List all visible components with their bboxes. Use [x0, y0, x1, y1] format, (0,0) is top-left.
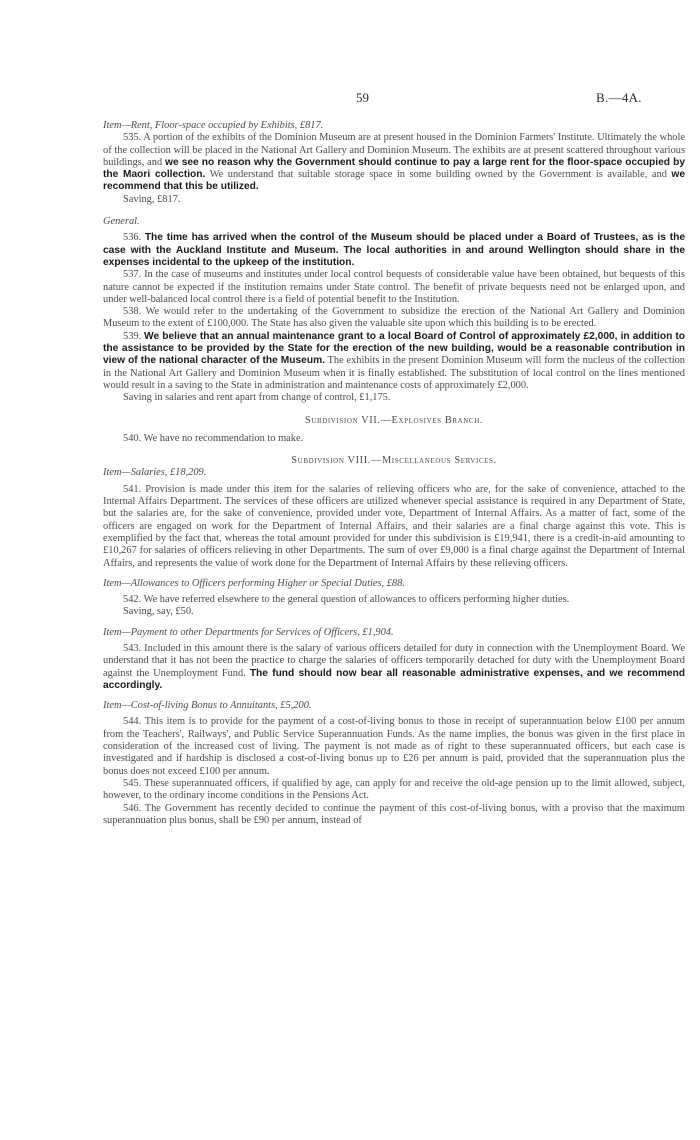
paragraph-535-bold-a: we see no reason why the Government should continue to pay a large rent for the floor-space occupied by the Maori collection. [103, 156, 685, 181]
paragraph-542: 542. We have referred elsewhere to the general question of allowances to officers performing higher duties. [123, 594, 570, 606]
item-heading-allowances: Item—Allowances to Officers performing Higher or Special Duties, £88. [103, 577, 405, 589]
paragraph-538: 538. We would refer to the undertaking of the Government to subsidize the erection of the National Art Gallery and Dominion Museum to the extent of £100,000. The State has also given the valuable site upon which this building is to be erected. [103, 306, 685, 330]
paragraph-539-text: The exhibits in the present Dominion Museum will form the nucleus of the collection in the National Art Gallery and Dominion Museum when it is finally established. The substitution of local control on the lines mentioned would result in a saving to the State in administration and maintenance costs of approximately £2,000. [103, 355, 685, 391]
document-reference: B.—4A. [596, 90, 642, 105]
item-heading-salaries: Item—Salaries, £18,209. [103, 467, 207, 479]
paragraph-539 [103, 331, 685, 392]
subdivision-heading-viii: Subdivision VIII.—Miscellaneous Services. [291, 455, 497, 467]
paragraph-536 [103, 232, 685, 269]
subdivision-heading-vii: Subdivision VII.—Explosives Branch. [304, 414, 484, 426]
paragraph-536-number: 536. [123, 232, 145, 244]
paragraph-546: 546. The Government has recently decided to continue the payment of this cost-of-living bonus, with a proviso that the maximum superannuation plus bonus, shall be £90 per annum, instead of [103, 802, 685, 826]
paragraph-535-bold-b: we recommend that this be utilized. [103, 169, 685, 193]
paragraph-543 [103, 643, 685, 692]
item-heading-rent: Item—Rent, Floor-space occupied by Exhibits, £817. [103, 120, 324, 131]
paragraph-539-number: 539. [123, 330, 145, 342]
item-heading-bonus: Item—Cost-of-living Bonus to Annuitants, £5,200. [103, 700, 312, 712]
saving-line-general: Saving in salaries and rent apart from change of control, £1,175. [123, 392, 391, 404]
paragraph-536-bold: The time has arrived when the control of the Museum should be placed under a Board of Trustees, as is the case with the Auckland Institute and Museum. The local authorities in and around Wellington should share in the expenses incidental to the upkeep of the institution. [103, 232, 685, 268]
item-heading-general: General. [103, 216, 140, 228]
paragraph-540: 540. We have no recommendation to make. [123, 432, 304, 444]
paragraph-541: 541. Provision is made under this item for the salaries of relieving officers who are, for the sake of convenience, attached to the Internal Affairs Department. The services of these officers are utilized whenever special assistance is required in any Department of State, but the salaries are, for the sake of convenience, provided under vote, Department of Internal Affairs. As a matter of fact, some of the officers are engaged on work for the Department of Internal Affairs, and their salaries are a final charge against this vote. This is exemplified by the fact that, whereas the total amount provided for under this subdivision is £19,941, there is a credit-in-aid amounting to £10,267 for salaries of officers relieving in other Departments. The sum of over £9,000 is a final charge against the Department of Internal Affairs, and represents the value of work done for the Department of Internal Affairs by these relieving officers. [103, 483, 685, 569]
saving-line-allowances: Saving, say, £50. [123, 606, 194, 618]
paragraph-545: 545. These superannuated officers, if qualified by age, can apply for and receive the old-age pension up to the limit allowed, subject, however, to the ordinary income conditions in the Pensions Act. [103, 777, 685, 802]
paragraph-543-text: 543. Included in this amount there is the salary of various officers detailed for duty in connection with the Unemployment Board. We understand that it has not been the practice to charge the salaries of officers temporarily detached for duty with the Unemployment Board against the Unemployment Fund. [103, 642, 685, 679]
paragraph-539-bold: We believe that an annual maintenance grant to a local Board of Control of approximately £2,000, in addition to the assistance to be provided by the State for the erection of the new building, would be a reasonable contribution in view of the national character of the Museum. [103, 330, 686, 367]
item-heading-payment: Item—Payment to other Departments for Services of Officers, £1,904. [103, 626, 394, 638]
paragraph-543-bold: The fund should now bear all reasonable administrative expenses, and we recommend accordingly. [103, 667, 686, 691]
paragraph-535 [103, 132, 685, 193]
paragraph-535-text-a: 535. A portion of the exhibits of the Dominion Museum are at present housed in the Dominion Farmers' Institute. Ultimately the whole of the collection will be placed in the National Art Gallery and Dominion Museum. The exhibits are at present scattered throughout various buildings, and [103, 132, 685, 168]
saving-line-rent: Saving, £817. [123, 193, 181, 205]
page-body [103, 120, 685, 827]
paragraph-537: 537. In the case of museums and institutes under local control bequests of considerable value have been obtained, but bequests of this nature cannot be expected if the institution remains under State control. The benefit of private bequests need not be enlarged upon, and under well-balanced local control there is a field of potential benefit to the Institution. [103, 269, 685, 305]
page-number: 59 [356, 90, 369, 105]
paragraph-544: 544. This item is to provide for the payment of a cost-of-living bonus to those in receipt of superannuation below £100 per annum from the Teachers', Railways', and Public Service Superannuation Funds. As the name implies, the bonus was given in the first place in consideration of the increased cost of living. The payment is not made as of right to these superannuated officers, but each case is investigated and if hardship is disclosed a cost-of-living bonus up to £26 per annum is paid, provided that the superannuation plus the bonus does not exceed £100 per annum. [103, 716, 685, 777]
paragraph-535-text-b: We understand that suitable storage space in some building owned by the Government is available, and [205, 169, 672, 181]
